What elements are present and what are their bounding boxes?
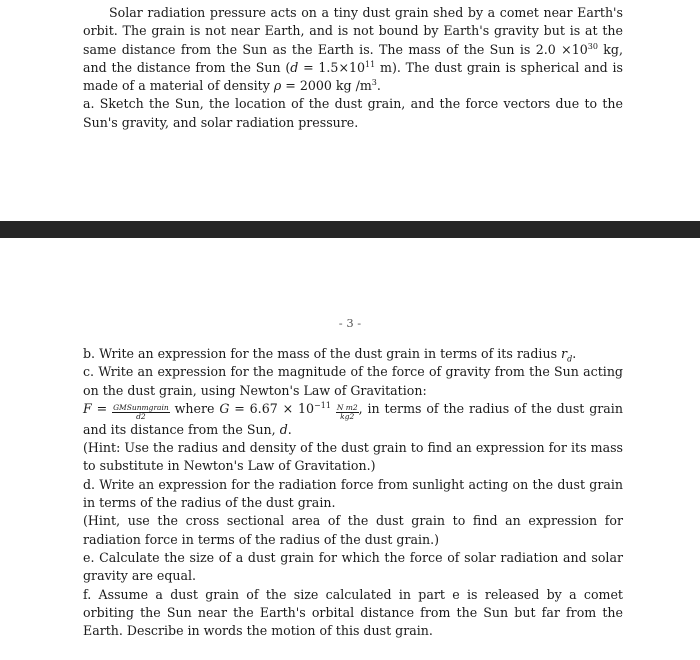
part-b: b. Write an expression for the mass of the dust grain in terms of its radius $r_d$. [83, 346, 577, 364]
page-separator-bar [0, 221, 700, 238]
problem-intro-block [83, 4, 623, 132]
g-units-fraction: $\frac{\text{N m2}}{kg2}$ [336, 402, 358, 421]
gravitation-fraction: $\frac{\text{GMSunmgrain}}{d2}$ [113, 402, 169, 421]
part-e: e. Calculate the size of a dust grain for which the force of solar radiation and solar gravity are equal. [83, 549, 623, 584]
hint-d: (Hint, use the cross sectional area of the dust grain to find an expression for radiation force in terms of the radius of the dust grain.) [83, 513, 623, 547]
hint-c: (Hint: Use the radius and density of the dust grain to find an expression for its mass to substitute in Newton's Law of Gravitation.) [83, 440, 623, 474]
part-f: f. Assume a dust grain of the size calculated in part e is released by a comet orbiting the Sun near the Earth's orbital distance from the Sun but far from the Earth. Describe in words the motion of this dust grain. [83, 586, 623, 639]
page-number: - 3 - [338, 316, 362, 330]
part-a: a. Sketch the Sun, the location of the dust grain, and the force vectors due to the Sun's gravity, and solar radiation pressure. [83, 96, 623, 130]
problem-parts-block [83, 345, 623, 640]
intro-paragraph: Solar radiation pressure acts on a tiny dust grain shed by a comet near Earth's orbit. The grain is not near Earth, and is not bound by Earth's gravity but is at the same distance from the Sun as the Earth is. The mass of the Sun is $2.0 \times 10^{30}$ kg, and the distance from the Sun ($d = 1.5\times 10^{11}$ m). The dust grain is spherical and is made of a material of density ρ = 2000 kg $/m^3$. [83, 5, 624, 94]
part-c: c. Write an expression for the magnitude of the force of gravity from the Sun acting on the dust grain, using Newton's Law of Gravitation: F = $\frac{\text{GMSunmgrain}}{d2}$ where $G = 6.67 \times 10^{-11}$ $\frac{\text{N m2}}{kg2}$ , in terms of the radius of the dust grain and its distance from the Sun, d. [83, 364, 623, 437]
part-d: d. Write an expression for the radiation force from sunlight acting on the dust grain in terms of the radius of the dust grain. [83, 476, 623, 511]
